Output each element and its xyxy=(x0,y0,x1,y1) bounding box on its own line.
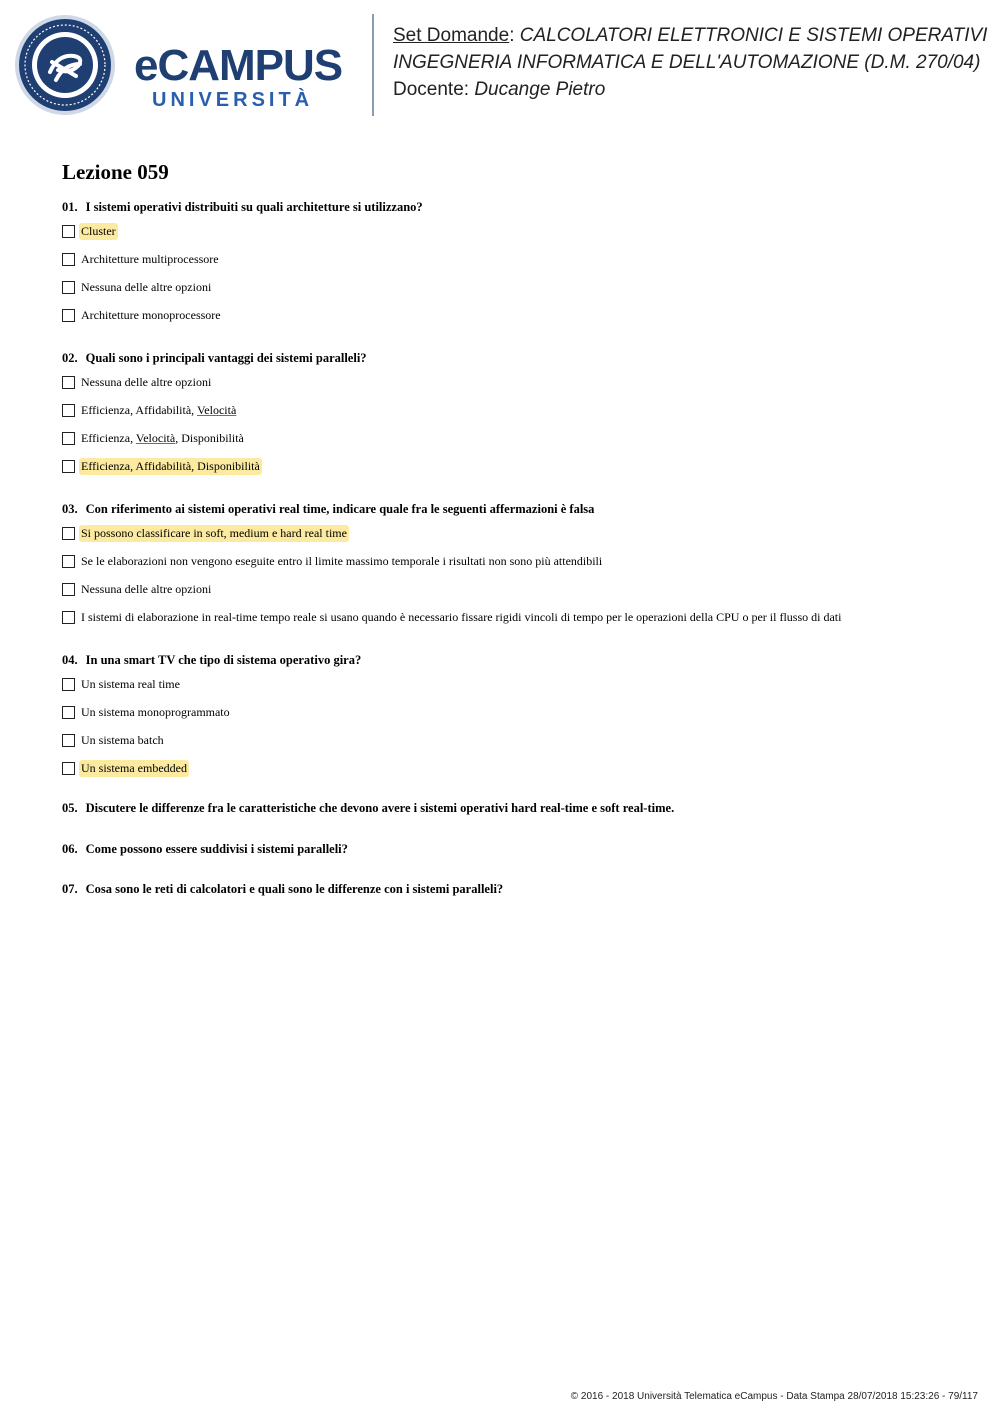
question-label: Come possono essere suddivisi i sistemi paralleli? xyxy=(85,842,348,856)
question-text xyxy=(62,349,367,367)
option-label: Efficienza, Affidabilità, Velocità xyxy=(81,403,237,417)
question-block xyxy=(62,198,423,337)
answer-option[interactable] xyxy=(62,734,361,762)
question-number: 06. xyxy=(62,842,78,856)
checkbox[interactable] xyxy=(62,678,75,691)
checkbox[interactable] xyxy=(62,225,75,238)
option-label: I sistemi di elaborazione in real-time tempo reale si usano quando è necessario fissare rigidi vincoli di tempo per le operazioni della CPU o per il flusso di dati xyxy=(81,610,842,624)
open-question xyxy=(62,882,503,897)
question-number: 01. xyxy=(62,200,78,214)
answer-option[interactable] xyxy=(62,583,594,611)
question-number: 02. xyxy=(62,351,78,365)
question-label: Quali sono i principali vantaggi dei sistemi paralleli? xyxy=(85,351,367,365)
option-label: Se le elaborazioni non vengono eseguite entro il limite massimo temporale i risultati non sono più attendibili xyxy=(81,554,603,568)
set-label: Set Domande xyxy=(393,25,510,46)
answer-option[interactable] xyxy=(62,404,367,432)
question-label: I sistemi operativi distribuiti su quali architetture si utilizzano? xyxy=(85,200,423,214)
option-label: Nessuna delle altre opzioni xyxy=(81,375,212,389)
checkbox[interactable] xyxy=(62,583,75,596)
question-number: 03. xyxy=(62,502,78,516)
answer-option[interactable] xyxy=(62,225,423,253)
checkbox[interactable] xyxy=(62,706,75,719)
answer-option[interactable] xyxy=(62,527,594,555)
logo-wordmark xyxy=(134,41,343,112)
option-label: Cluster xyxy=(81,224,116,238)
answer-option[interactable] xyxy=(62,309,423,337)
spellcheck-word: Velocità xyxy=(196,403,237,417)
option-label: Efficienza, Affidabilità, Disponibilità xyxy=(81,459,260,473)
option-label: Efficienza, Velocità, Disponibilità xyxy=(81,431,244,445)
set-title: CALCOLATORI ELETTRONICI E SISTEMI OPERATIVI xyxy=(519,25,988,46)
checkbox[interactable] xyxy=(62,611,75,624)
answer-option[interactable] xyxy=(62,376,367,404)
university-seal-icon xyxy=(14,14,116,116)
spellcheck-word: Velocità xyxy=(135,431,176,445)
teacher-label: Docente: xyxy=(393,79,470,100)
option-label: Un sistema monoprogrammato xyxy=(81,705,230,719)
answer-option[interactable] xyxy=(62,281,423,309)
header-divider xyxy=(372,14,374,116)
checkbox[interactable] xyxy=(62,281,75,294)
question-block xyxy=(62,651,361,790)
open-question xyxy=(62,801,674,816)
logo-universita-text: UNIVERSITÀ xyxy=(152,89,314,111)
lesson-title: Lezione 059 xyxy=(62,160,169,184)
checkbox[interactable] xyxy=(62,253,75,266)
option-label: Nessuna delle altre opzioni xyxy=(81,280,212,294)
question-label: Discutere le differenze fra le caratteristiche che devono avere i sistemi operativi hard real-time e soft real-time. xyxy=(85,801,675,815)
checkbox[interactable] xyxy=(62,527,75,540)
checkbox[interactable] xyxy=(62,432,75,445)
course-name: INGEGNERIA INFORMATICA E DELL'AUTOMAZIONE (D.M. 270/04) xyxy=(393,52,981,73)
question-label: Cosa sono le reti di calcolatori e quali sono le differenze con i sistemi paralleli? xyxy=(85,882,504,896)
question-block xyxy=(62,349,367,488)
header-course-info xyxy=(393,22,987,103)
answer-option[interactable] xyxy=(62,253,423,281)
question-number: 04. xyxy=(62,653,78,667)
option-label: Un sistema batch xyxy=(81,733,164,747)
option-label: Si possono classificare in soft, medium e hard real time xyxy=(81,526,347,540)
option-label: Un sistema real time xyxy=(81,677,180,691)
option-label: Un sistema embedded xyxy=(81,761,187,775)
option-label: Architetture multiprocessore xyxy=(81,252,219,266)
checkbox[interactable] xyxy=(62,762,75,775)
answer-option[interactable] xyxy=(62,554,603,583)
question-text xyxy=(62,651,361,669)
checkbox[interactable] xyxy=(62,376,75,389)
answer-option[interactable] xyxy=(62,762,361,790)
question-label: Con riferimento ai sistemi operativi real time, indicare quale fra le seguenti affermazioni è falsa xyxy=(85,502,595,516)
checkbox[interactable] xyxy=(62,555,75,568)
question-block xyxy=(62,500,842,639)
page-footer: © 2016 - 2018 Università Telematica eCampus - Data Stampa 28/07/2018 15:23:26 - 79/117 xyxy=(570,1391,978,1402)
checkbox[interactable] xyxy=(62,309,75,322)
question-number: 07. xyxy=(62,882,78,896)
logo-ecampus-text: eCAMPUS xyxy=(134,41,343,90)
question-text xyxy=(62,198,423,216)
open-question xyxy=(62,842,348,857)
option-label: Architetture monoprocessore xyxy=(81,308,221,322)
teacher-name: Ducange Pietro xyxy=(474,79,606,100)
question-label: In una smart TV che tipo di sistema operativo gira? xyxy=(85,653,362,667)
answer-option[interactable] xyxy=(62,678,361,706)
ecampus-logo xyxy=(14,14,359,116)
question-number: 05. xyxy=(62,801,78,815)
answer-option[interactable] xyxy=(62,460,367,488)
teacher-line xyxy=(393,76,987,103)
answer-option[interactable] xyxy=(62,610,842,639)
checkbox[interactable] xyxy=(62,404,75,417)
question-text xyxy=(62,500,594,518)
answer-option[interactable] xyxy=(62,706,361,734)
set-title-line: Set Domande: CALCOLATORI ELETTRONICI E SISTEMI OPERATIVI xyxy=(393,25,988,46)
answer-option[interactable] xyxy=(62,432,367,460)
checkbox[interactable] xyxy=(62,734,75,747)
checkbox[interactable] xyxy=(62,460,75,473)
option-label: Nessuna delle altre opzioni xyxy=(81,582,212,596)
